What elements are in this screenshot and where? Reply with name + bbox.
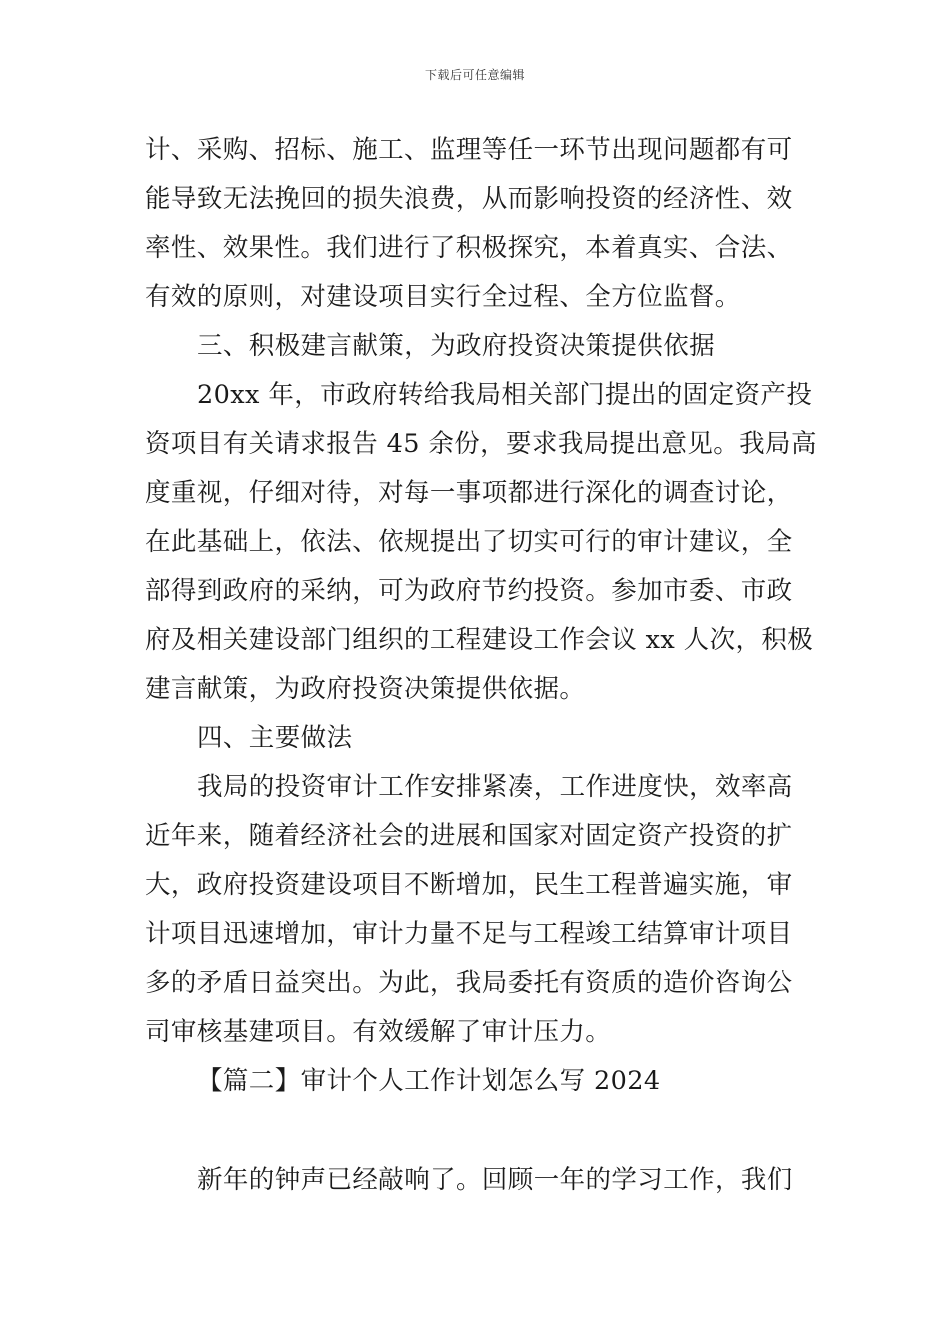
text-line: 近年来，随着经济社会的进展和国家对固定资产投资的扩 [145, 821, 793, 851]
section-heading: 四、主要做法 [197, 723, 353, 753]
text-line: 计、采购、招标、施工、监理等任一环节出现问题都有可 [145, 135, 793, 165]
text-line: 资项目有关请求报告 45 余份，要求我局提出意见。我局高 [145, 429, 817, 459]
text-line: 建言献策，为政府投资决策提供依据。 [145, 674, 586, 704]
text-line: 我局的投资审计工作安排紧凑，工作进度快，效率高 [197, 772, 793, 802]
text-line: 府及相关建设部门组织的工程建设工作会议 xx 人次，积极 [145, 625, 814, 655]
text-line: 能导致无法挽回的损失浪费，从而影响投资的经济性、效 [145, 184, 793, 214]
text-line: 大，政府投资建设项目不断增加，民生工程普遍实施，审 [145, 870, 793, 900]
text-line: 在此基础上，依法、依规提出了切实可行的审计建议，全 [145, 527, 793, 557]
article-heading: 【篇二】审计个人工作计划怎么写 2024 [197, 1066, 661, 1096]
text-line: 率性、效果性。我们进行了积极探究，本着真实、合法、 [145, 233, 793, 263]
text-line: 有效的原则，对建设项目实行全过程、全方位监督。 [145, 282, 741, 312]
text-line: 计项目迅速增加，审计力量不足与工程竣工结算审计项目 [145, 919, 793, 949]
section-heading: 三、积极建言献策，为政府投资决策提供依据 [197, 331, 716, 361]
text-line: 20xx 年，市政府转给我局相关部门提出的固定资产投 [197, 380, 813, 410]
text-line: 部得到政府的采纳，可为政府节约投资。参加市委、市政 [145, 576, 793, 606]
page-header: 下载后可任意编辑 [424, 68, 525, 82]
text-line: 新年的钟声已经敲响了。回顾一年的学习工作，我们 [197, 1165, 793, 1195]
text-line: 多的矛盾日益突出。为此，我局委托有资质的造价咨询公 [145, 968, 793, 998]
text-line: 司审核基建项目。有效缓解了审计压力。 [145, 1017, 612, 1047]
text-line: 度重视，仔细对待，对每一事项都进行深化的调查讨论， [145, 478, 793, 508]
